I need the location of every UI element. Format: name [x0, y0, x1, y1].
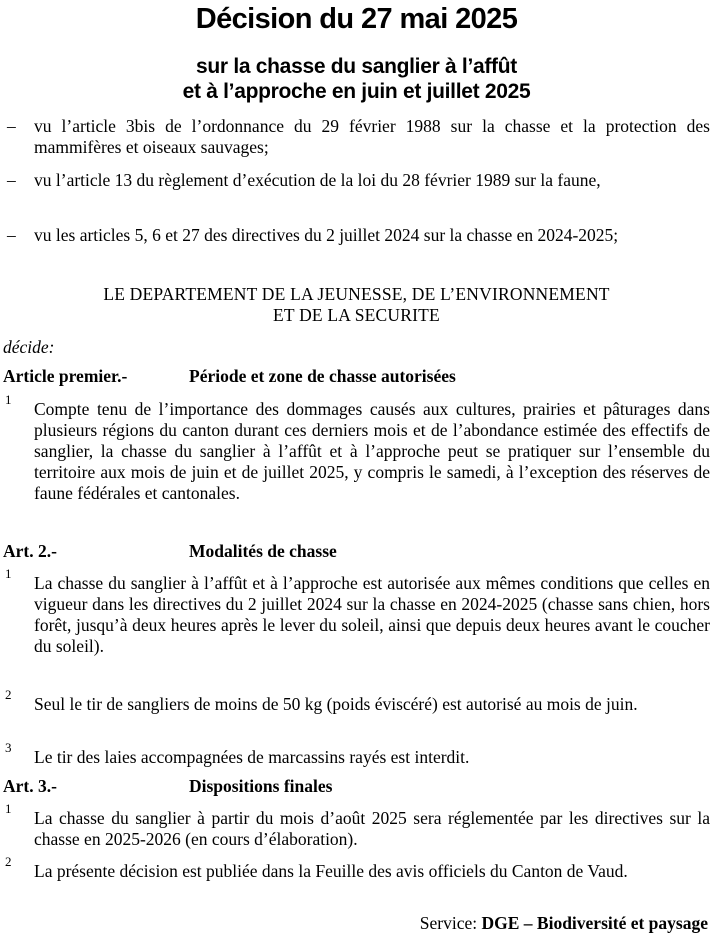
article-title: Dispositions finales: [189, 776, 333, 796]
decides-label: décide:: [3, 337, 55, 357]
paragraph-text: La présente décision est publiée dans la Feuille des avis officiels du Canton de Vaud.: [34, 861, 628, 881]
article-number: Article premier.-: [3, 366, 128, 386]
considerant-text: vu l’article 3bis de l’ordonnance du 29 février 1988 sur la chasse et la protection des mammifères et oiseaux sauvages;: [34, 116, 710, 157]
paragraph-text: Seul le tir de sangliers de moins de 50 kg (poids éviscéré) est autorisé au mois de juin.: [34, 694, 638, 714]
paragraph-text: La chasse du sanglier à l’affût et à l’approche est autorisée aux mêmes conditions que celles en vigueur dans les directives du 2 juillet 2024 sur la chasse en 2024-2025 (chasse sans chien, hors forêt, jusqu’à deux heures après le lever du soleil, ainsi que depuis deux heures avant le coucher du soleil).: [34, 573, 710, 656]
document-subtitle: [0, 54, 713, 104]
service-label: Service:: [419, 913, 478, 933]
paragraph-text: La chasse du sanglier à partir du mois d’août 2025 sera réglementée par les directives sur la chasse en 2025-2026 (en cours d’élaboration).: [34, 808, 710, 849]
paragraph-number: 1: [5, 392, 12, 407]
paragraph-number: 1: [5, 566, 12, 581]
subtitle-line-2: et à l’approche en juin et juillet 2025: [182, 80, 531, 103]
article-title: Modalités de chasse: [189, 541, 337, 561]
subtitle-line-1: sur la chasse du sanglier à l’affût: [196, 55, 517, 78]
considerant-text: vu les articles 5, 6 et 27 des directives du 2 juillet 2024 sur la chasse en 2024-2025;: [34, 225, 619, 245]
department-line-1: LE DEPARTEMENT DE LA JEUNESSE, DE L’ENVIRONNEMENT: [103, 284, 610, 304]
document-title: Décision du 27 mai 2025: [195, 3, 518, 35]
paragraph-number: 2: [5, 687, 12, 702]
dash-bullet: –: [7, 170, 16, 190]
article-title: Période et zone de chasse autorisées: [189, 366, 456, 386]
department-line-2: ET DE LA SECURITE: [273, 305, 440, 325]
paragraph-number: 3: [5, 740, 12, 755]
paragraph-number: 1: [5, 801, 12, 816]
article-number: Art. 3.-: [3, 776, 57, 796]
paragraph-text: Le tir des laies accompagnées de marcassins rayés est interdit.: [34, 747, 470, 767]
dash-bullet: –: [7, 116, 16, 136]
service-footer: [420, 913, 708, 934]
article-number: Art. 2.-: [3, 541, 57, 561]
considerant-text: vu l’article 13 du règlement d’exécution de la loi du 28 février 1989 sur la faune,: [34, 170, 601, 190]
paragraph-text: Compte tenu de l’importance des dommages causés aux cultures, prairies et pâturages dans plusieurs régions du canton durant ces derniers mois et de l’abondance estimée des effectifs de sanglier, la chasse du sanglier à l’affût et à l’approche peut se pratiquer sur l’ensemble du territoire aux mois de juin et de juillet 2025, y compris le samedi, à l’exception des réserves de faune fédérales et cantonales.: [34, 399, 710, 503]
dash-bullet: –: [7, 225, 16, 245]
service-name: DGE – Biodiversité et paysage: [481, 913, 708, 933]
paragraph-number: 2: [5, 854, 12, 869]
department-heading: [0, 284, 713, 326]
